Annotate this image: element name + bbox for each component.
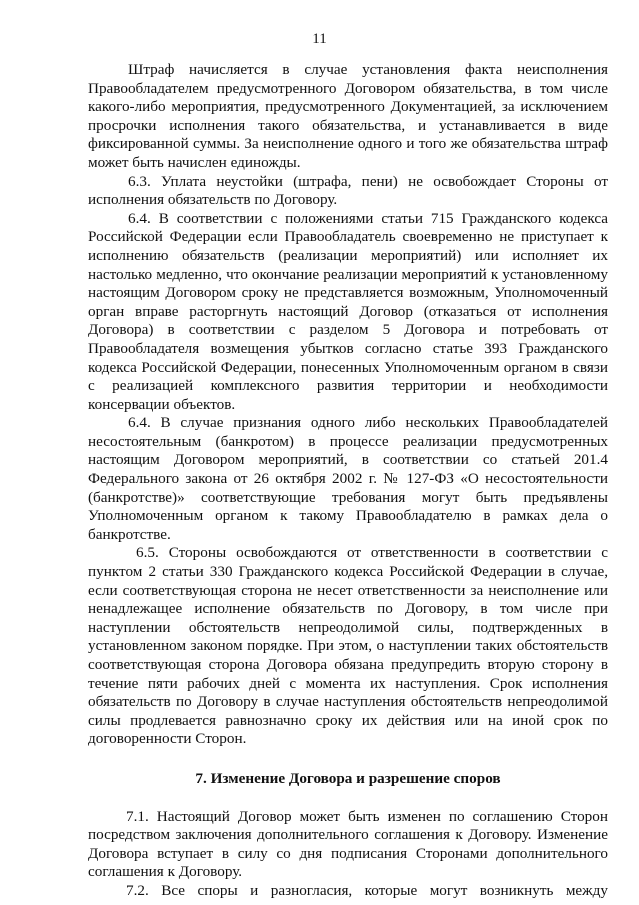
- paragraph-6-5: 6.5. Стороны освобождаются от ответственности в соответствии с пунктом 2 статьи 330 Гражданского кодекса Российской Федерации в случае, если соответствующая сторона не несет ответственности за неисполнение или ненадлежащее исполнение обязательств по Договору, в том числе при наступлении обстоятельств непреодолимой силы, подтвержденных в установленном законом порядке. При этом, о наступлении таких обстоятельств соответствующая сторона Договора обязана предупредить вторую сторону в течение пяти рабочих дней с момента их наступления. Срок исполнения обязательств по Договору в случае наступления обстоятельств непреодолимой силы продлевается равнозначно сроку их действия или на иной срок по договоренности Сторон.: [88, 544, 608, 748]
- paragraph-7-2: 7.2. Все споры и разногласия, которые могут возникнуть между: [126, 881, 608, 899]
- paragraph-6-4-bankruptcy: 6.4. В случае признания одного либо нескольких Правообладателей несостоятельным (банкротом) в процессе реализации предусмотренных настоящим Договором мероприятий, в соответствии со статьей 201.4 Федерального закона от 26 октября 2002 г. № 127-ФЗ «О несостоятельности (банкротстве)» соответствующие требования могут быть предъявлены Уполномоченным органом к такому Правообладателю в рамках дела о банкротстве.: [88, 414, 608, 543]
- document-body: [88, 61, 608, 901]
- section-7-heading: 7. Изменение Договора и разрешение споров: [195, 769, 501, 787]
- paragraph-6-3: 6.3. Уплата неустойки (штрафа, пени) не освобождает Стороны от исполнения обязательств по Договору.: [88, 172, 608, 209]
- page-number: 11: [312, 31, 327, 47]
- paragraph-7-1: 7.1. Настоящий Договор может быть изменен по соглашению Сторон посредством заключения дополнительного соглашения к Договору. Изменение Договора вступает в силу со дня подписания Сторонами дополнительного соглашения к Договору.: [88, 807, 608, 881]
- paragraph-6-4-termination: 6.4. В соответствии с положениями статьи 715 Гражданского кодекса Российской Федерации если Правообладатель своевременно не приступает к исполнению обязательств (реализации мероприятий) или исполняет их настолько медленно, что окончание реализации мероприятий к установленному настоящим Договором сроку не представляется возможным, Уполномоченный орган вправе расторгнуть настоящий Договор (отказаться от исполнения Договора) в соответствии с разделом 5 Договора и потребовать от Правообладателя возмещения убытков согласно статье 393 Гражданского кодекса Российской Федерации, понесенных Уполномоченным органом в связи с реализацией комплексного развития территории и необходимости консервации объектов.: [88, 209, 608, 413]
- paragraph-fine-calculation: Штраф начисляется в случае установления факта неисполнения Правообладателем предусмотренного Договором обязательства, в том числе какого-либо мероприятия, предусмотренного Документацией, за исключением просрочки исполнения такого обязательства, и устанавливается в виде фиксированной суммы. За неисполнение одного и того же обязательства штраф может быть начислен единожды.: [88, 61, 608, 171]
